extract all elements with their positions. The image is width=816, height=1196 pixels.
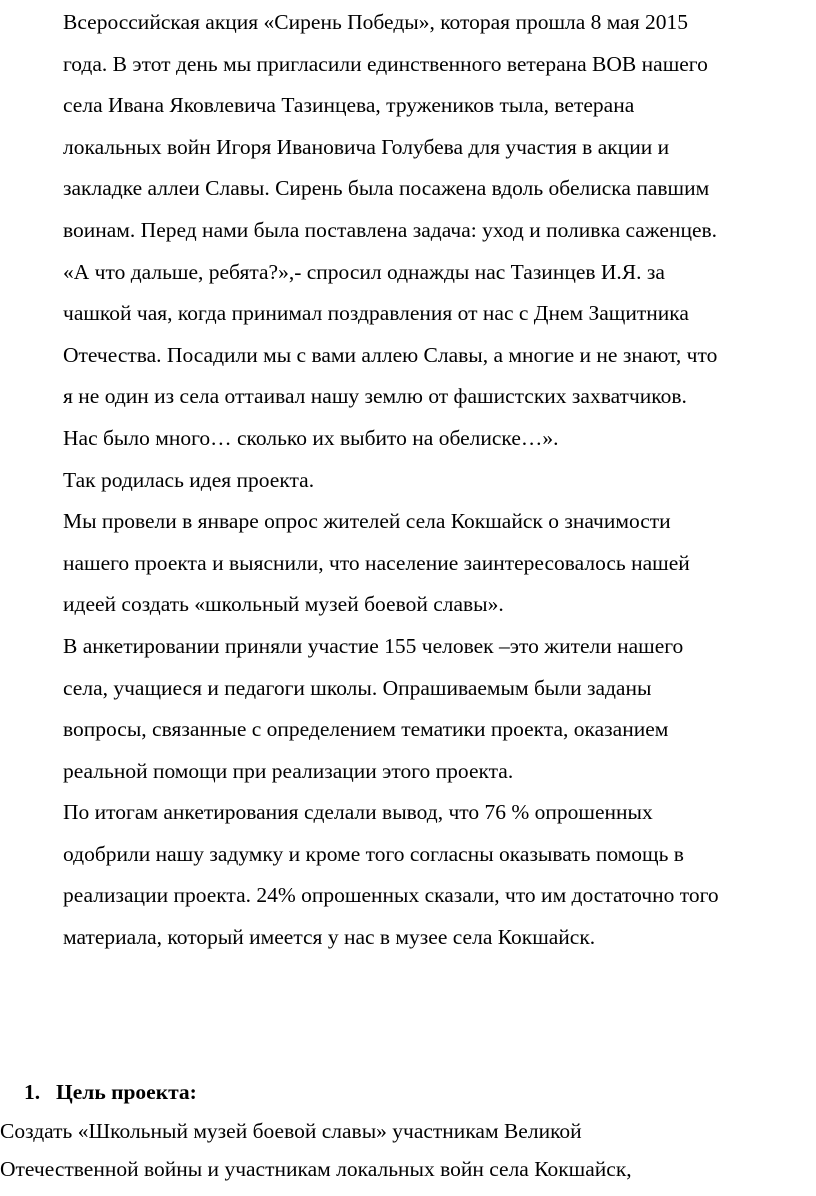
body-text — [63, 2, 815, 959]
text-line: нашего проекта и выяснили, что население заинтересовалось нашей — [63, 550, 690, 575]
text-line: села Ивана Яковлевича Тазинцева, тружеников тыла, ветерана — [63, 93, 635, 118]
section-number: 1. — [24, 1080, 41, 1104]
text-line: Создать «Школьный музей боевой славы» участникам Великой — [0, 1119, 582, 1143]
text-line: идеей создать «школьный музей боевой славы». — [63, 592, 504, 617]
text-line: одобрили нашу задумку и кроме того согласны оказывать помощь в — [63, 841, 684, 866]
text-line: «А что дальше, ребята?»,- спросил однажды нас Тазинцев И.Я. за — [63, 259, 665, 284]
text-line: В анкетировании приняли участие 155 человек –это жители нашего — [63, 633, 684, 658]
goal-text — [0, 1112, 816, 1188]
text-line: села, учащиеся и педагоги школы. Опрашиваемым были заданы — [63, 675, 652, 700]
text-line: вопросы, связанные с определением тематики проекта, оказанием — [63, 717, 669, 742]
text-line: Так родилась идея проекта. — [63, 467, 315, 492]
text-line: Мы провели в январе опрос жителей села Кокшайск о значимости — [63, 509, 671, 534]
text-line: Всероссийская акция «Сирень Победы», которая прошла 8 мая 2015 — [63, 10, 689, 34]
text-line: года. В этот день мы пригласили единственного ветерана ВОВ нашего — [63, 51, 708, 76]
text-line: реальной помощи при реализации этого проекта. — [63, 758, 514, 783]
text-line: воинам. Перед нами была поставлена задача: уход и поливка саженцев. — [63, 217, 718, 242]
text-line: По итогам анкетирования сделали вывод, что 76 % опрошенных — [63, 800, 653, 825]
text-line: материала, который имеется у нас в музее села Кокшайск. — [63, 925, 596, 950]
text-line: я не один из села оттаивал нашу землю от фашистских захватчиков. — [63, 384, 687, 409]
text-line: Нас было много… сколько их выбито на обелиске…». — [63, 425, 559, 450]
text-line: чашкой чая, когда принимал поздравления от нас с Днем Защитника — [63, 301, 689, 326]
text-line: Отечественной войны и участникам локальных войн села Кокшайск, — [0, 1157, 632, 1181]
text-line: Отечества. Посадили мы с вами аллею Славы, а многие и не знают, что — [63, 342, 718, 367]
text-line: закладке аллеи Славы. Сирень была посажена вдоль обелиска павшим — [63, 176, 710, 201]
text-line: локальных войн Игоря Ивановича Голубева для участия в акции и — [63, 134, 670, 159]
section-heading — [24, 1072, 197, 1114]
section-title: Цель проекта: — [56, 1080, 197, 1104]
text-line: реализации проекта. 24% опрошенных сказали, что им достаточно того — [63, 883, 719, 908]
